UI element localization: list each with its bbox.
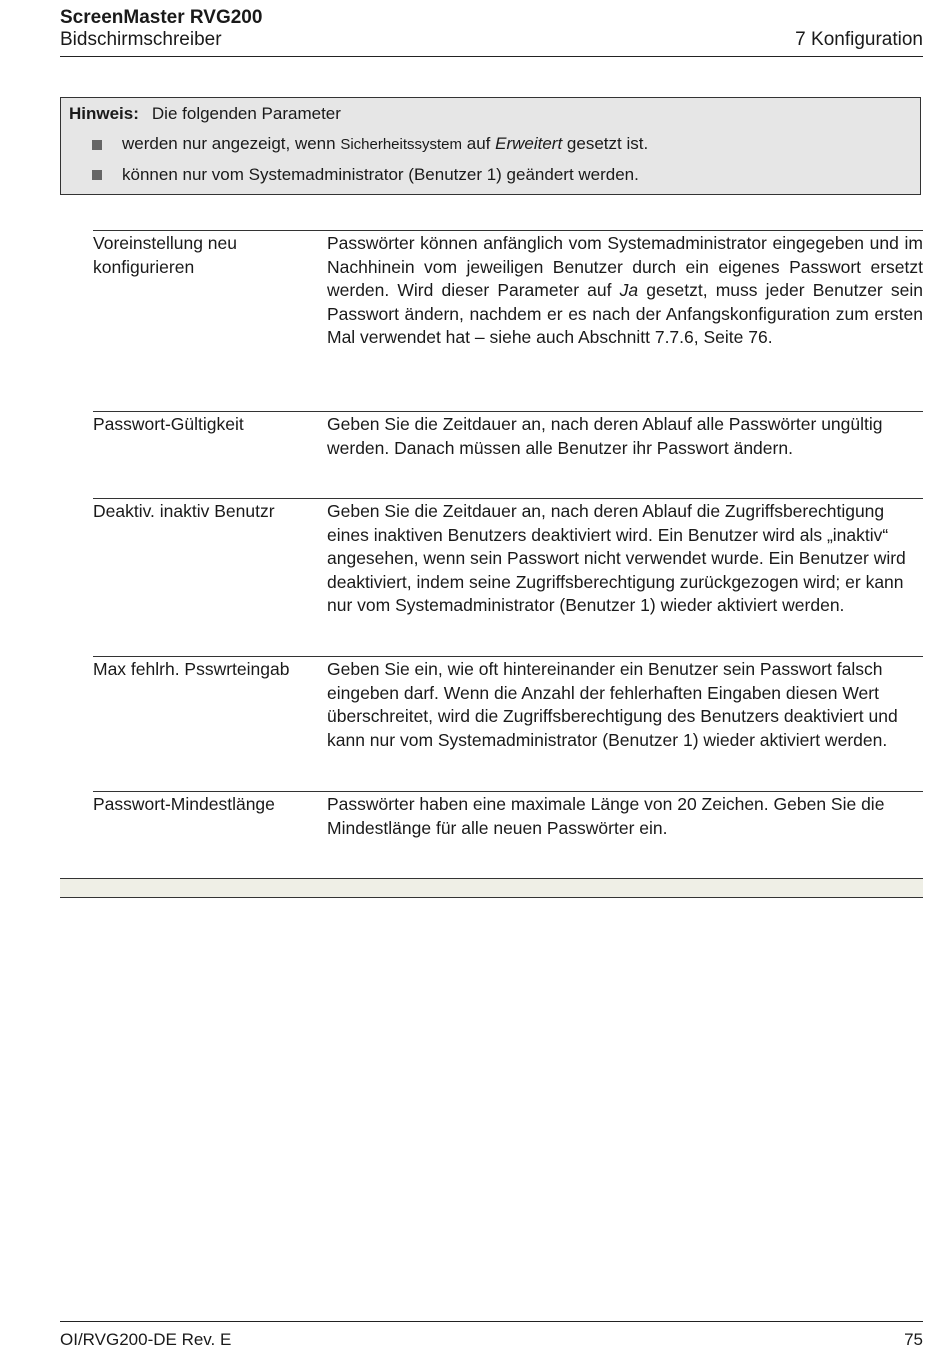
param-description: Geben Sie ein, wie oft hintereinander ein Benutzer sein Passwort falsch eingeben darf. Wenn die Anzahl der fehlerhaften Eingaben diesen Wert überschreitet, wird die Zugriffsberechtigung des Benutzers deaktiviert und kann nur vom Systemadministrator (Benutzer 1) wieder aktiviert werden.: [327, 659, 898, 750]
header-divider: [60, 56, 923, 57]
table-end-bar: [60, 878, 923, 898]
param-name: Passwort-Gültigkeit: [93, 414, 244, 434]
bullet2-text: können nur vom Systemadministrator (Benutzer 1) geändert werden.: [122, 165, 639, 184]
note-bullet-2: [92, 160, 920, 190]
bullet1-text-post: gesetzt ist.: [562, 134, 649, 153]
document-id: OI/RVG200-DE Rev. E: [60, 1330, 232, 1349]
param-name: Max fehlrh. Psswrteingab: [93, 659, 290, 679]
page-number: 75: [904, 1330, 923, 1349]
note-label: Hinweis:: [69, 104, 139, 123]
param-name: Passwort-Mindestlänge: [93, 794, 275, 814]
note-intro: Die folgenden Parameter: [151, 104, 341, 123]
document-subtitle: Bidschirmschreiber: [60, 29, 222, 50]
square-bullet-icon: [92, 170, 102, 180]
param-description: Geben Sie die Zeitdauer an, nach deren Ablauf die Zugriffsberechtigung eines inaktiven Benutzers deaktiviert wird. Ein Benutzer wird als „inaktiv“ angesehen, wenn sein Passwort nicht verwendet wurde. Ein Benutzer wird deaktiviert, indem seine Zugriffsberechtigung zurückgezogen wird; er kann nur vom Systemadministrator (Benutzer 1) wieder aktiviert werden.: [327, 501, 906, 615]
param-name: Deaktiv. inaktiv Benutzr: [93, 501, 275, 521]
page-header: [60, 7, 923, 51]
param-max-fehleingaben: [93, 656, 923, 752]
param-voreinstellung: [93, 230, 923, 350]
param-deaktiv-inaktiv: [93, 498, 923, 618]
note-box: [60, 97, 921, 195]
bullet1-text-mid: auf: [462, 134, 496, 153]
param-description: Passwörter haben eine maximale Länge von 20 Zeichen. Geben Sie die Mindestlänge für alle neuen Passwörter ein.: [327, 794, 885, 838]
square-bullet-icon: [92, 140, 102, 150]
parameter-name: Sicherheitssystem: [340, 136, 463, 153]
bullet1-text-pre: werden nur angezeigt, wenn: [122, 134, 341, 153]
param-description: Geben Sie die Zeitdauer an, nach deren Ablauf alle Passwörter ungültig werden. Danach müssen alle Benutzer ihr Passwort ändern.: [327, 414, 883, 458]
param-description: Passwörter können anfänglich vom Systemadministrator eingegeben und im Nachhinein vom jeweiligen Benutzer durch ein eigenes Passwort ersetzt werden. Wird dieser Parameter auf Ja gesetzt, muss jeder Benutzer sein Passwort ändern, nachdem er es nach der Anfangskonfiguration zum ersten Mal verwendet hat – siehe auch Abschnitt 7.7.6, Seite 76.: [327, 233, 923, 347]
chapter-title: 7 Konfiguration: [795, 29, 923, 50]
parameter-value: Erweitert: [495, 134, 563, 153]
footer-divider: [60, 1321, 923, 1322]
note-bullet-1: [92, 129, 920, 160]
document-title: ScreenMaster RVG200: [60, 7, 263, 28]
param-passwort-mindestlaenge: [93, 791, 923, 840]
param-name: Voreinstellung neu konfigurieren: [93, 233, 237, 277]
param-passwort-gueltigkeit: [93, 411, 923, 460]
